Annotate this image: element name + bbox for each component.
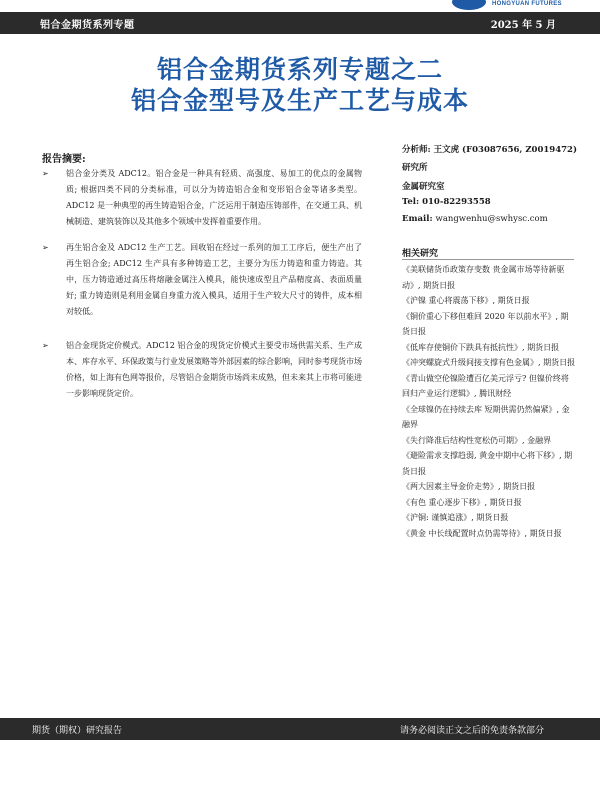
related-item[interactable]: 《美联储货币政策存变数 贵金属市场等待新驱动》, 期货日报 (402, 265, 565, 290)
abstract-paragraph: 再生铝合金及 ADC12 生产工艺。回收铝在经过一系列的加工工序后，便生产出了再生铝合金; ADC12 生产具有多种铸造工艺，主要分为压力铸造和重力铸造。其中，压力铸造通过高压将熔融金属注入模具，能快速成型且产品精度高、表面质量好; 重力铸造则是利用金属自身重力流入模具，适用于生产较大尺寸的铸件，成本相对较低。 (66, 243, 362, 316)
related-item[interactable]: 《有色 重心逐步下移》, 期货日报 (402, 497, 522, 507)
email-label: Email: (402, 214, 433, 224)
related-item[interactable]: 《黄金 中长线配置时点仍需等待》, 期货日报 (402, 528, 562, 538)
abstract-paragraph: 铝合金分类及 ADC12。铝合金是一种具有轻质、高强度、易加工的优点的金属物质; 根据四类不同的分类标准，可以分为铸造铝合金和变形铝合金等诸多类型。ADC12 是一种典型的再生铸造铝合金，广泛运用于制造压铸部件，在交通工具、机械制造、建筑装饰以及其他多个领域中发挥着重要作用。 (66, 169, 362, 226)
related-item[interactable]: 《低库存使铜价下跌具有抵抗性》, 期货日报 (402, 342, 560, 352)
analyst-name: 分析师: 王文虎 (F03087656, Z0019472) (402, 145, 577, 155)
bullet-icon: ➢ (42, 341, 49, 350)
related-item[interactable]: 《青山做空伦镍险遭百亿美元浮亏? 但镍价终将回归产业运行逻辑》, 腾讯财经 (402, 373, 569, 398)
footer-report-type: 期货（期权）研究报告 (32, 726, 123, 736)
related-item[interactable]: 《两大因素主导金价走势》, 期货日报 (402, 482, 536, 491)
email-link[interactable]: wangwenhu@swhysc.com (435, 214, 548, 224)
divider (402, 259, 574, 260)
related-item[interactable]: 《沪铜: 谨慎追涨》, 期货日报 (402, 513, 509, 522)
logo-text: HONGYUAN FUTURES (492, 1, 562, 7)
related-item[interactable]: 《失行降准后结构性宽松仍可期》, 金融界 (402, 435, 552, 445)
analyst-email-row (402, 214, 592, 224)
related-item[interactable]: 《铜价重心下移但难回 2020 年以前水平》, 期货日报 (402, 311, 569, 336)
analyst-department: 金属研究室 (402, 182, 445, 192)
related-item[interactable]: 《沪镍 重心将震荡下移》, 期货日报 (402, 296, 530, 305)
title-line-1: 铝合金期货系列专题之二 (156, 55, 443, 84)
report-date: 2025 年 5 月 (490, 20, 556, 31)
company-logo (452, 0, 600, 12)
abstract-label: 报告摘要: (42, 154, 86, 165)
footer-disclaimer: 请务必阅读正文之后的免责条款部分 (399, 726, 544, 736)
related-research-list (402, 262, 576, 541)
series-label: 铝合金期货系列专题 (40, 20, 135, 31)
title-line-2: 铝合金型号及生产工艺与成本 (130, 86, 469, 115)
related-research-title: 相关研究 (402, 249, 439, 259)
bullet-icon: ➢ (42, 243, 49, 252)
related-item[interactable]: 《避险需求支撑趋弱, 黄金中期中心将下移》, 期货日报 (402, 451, 573, 476)
related-item[interactable]: 《全球镍仍在持续去库 短期供需仍然偏紧》, 金融界 (402, 404, 570, 429)
bullet-icon: ➢ (42, 169, 49, 178)
analyst-institute: 研究所 (402, 163, 428, 173)
related-item[interactable]: 《冲突螺旋式升级间接支撑有色金属》, 期货日报 (402, 358, 576, 367)
logo-arc-icon (452, 0, 486, 10)
analyst-tel: Tel: 010-82293558 (402, 197, 491, 207)
abstract-paragraph: 铝合金现货定价模式。ADC12 铝合金的现货定价模式主要受市场供需关系、生产成本、库存水平、环保政策与行业发展策略等外部因素的综合影响，同时参考现货市场价格，如上海有色网等报价，尽管铝合金期货市场尚未成熟，但未来其上市将可能进一步影响现货定价。 (66, 341, 362, 398)
